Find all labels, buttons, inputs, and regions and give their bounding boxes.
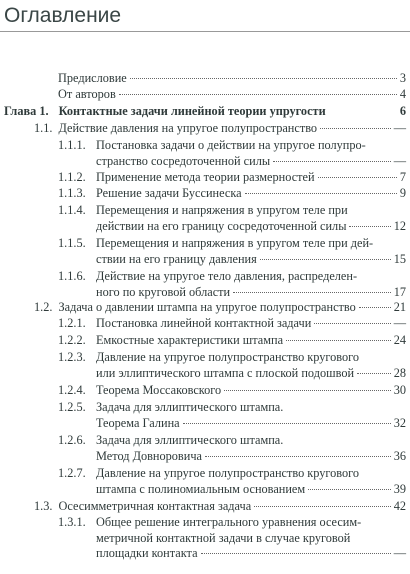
leader-dots: [260, 259, 391, 260]
toc-entry-1-3-1[interactable]: [58, 515, 406, 530]
toc-entry-1-1-5-cont: [96, 252, 406, 267]
toc-entry-1-2-7-cont: [96, 482, 406, 497]
entry-title-line-2: действии на его границу сосредоточенной силы: [96, 219, 347, 233]
entry-title: Применение метода теории размерностей: [96, 170, 315, 184]
entry-title-line-1: Действие на упругое тело давления, распределен-: [96, 269, 358, 283]
page-number: 28: [393, 366, 406, 380]
toc-entry-1-1-1[interactable]: [58, 138, 406, 153]
toc-entry-1-2-3-cont: [96, 366, 406, 381]
section-number: 1.2.: [34, 300, 53, 314]
section-number: 1.1.5.: [58, 236, 86, 250]
entry-title: Задача о давлении штампа на упругое полупространство: [58, 300, 356, 314]
page-number: 7: [399, 170, 406, 184]
entry-title-line-1: Задача для эллиптического штампа.: [96, 433, 284, 447]
toc-entry-1-3-1-cont: [96, 531, 406, 546]
leader-dots: [308, 489, 391, 490]
chapter-number: Глава 1.: [4, 104, 49, 118]
toc-entry-authors[interactable]: [58, 87, 406, 102]
page-title: Оглавление: [4, 4, 122, 27]
leader-dots: [357, 373, 391, 374]
entry-title-line-1: Общее решение интегрального уравнения осесим-: [96, 515, 362, 529]
entry-title-line-2: штампа с полиномиальным основанием: [96, 482, 306, 496]
page-number: 30: [393, 383, 406, 397]
title-rule: [0, 31, 410, 32]
toc-entry-1-1-6-cont: [96, 285, 406, 300]
toc-entry-1-1-6[interactable]: [58, 269, 406, 284]
page-number: 9: [399, 186, 406, 200]
toc-entry-1-3[interactable]: [34, 499, 406, 514]
toc-entry-1-2-3[interactable]: [58, 350, 406, 365]
toc-entry-1-2-6[interactable]: [58, 433, 406, 448]
page-number: 4: [399, 87, 406, 101]
entry-title: Постановка линейной контактной задачи: [96, 316, 312, 330]
section-number: 1.2.2.: [58, 333, 86, 347]
toc-entry-1-2-7[interactable]: [58, 466, 406, 481]
toc-entry-preface[interactable]: [58, 71, 406, 86]
page-number: 42: [393, 499, 406, 513]
entry-title-line-2: или эллиптического штампа с плоской подошвой: [96, 366, 355, 380]
leader-dots: [245, 193, 397, 194]
toc-entry-1-2-1[interactable]: [58, 316, 406, 331]
entry-title-line-3: площадки контакта: [96, 546, 198, 560]
leader-dots: [359, 307, 391, 308]
entry-title: Решение задачи Буссинеска: [96, 186, 242, 200]
entry-title-line-1: Давление на упругое полупространство кругового: [96, 466, 360, 480]
toc-entry-1-1-2[interactable]: [58, 170, 406, 185]
page-number: 12: [393, 219, 406, 233]
leader-dots: [130, 78, 397, 79]
leader-dots: [119, 94, 397, 95]
leader-dots: [286, 340, 391, 341]
entry-title-line-2: Теорема Галина: [96, 416, 180, 430]
entry-title: Емкостные характеристики штампа: [96, 333, 284, 347]
entry-title-line-2: Метод Довноровича: [96, 449, 202, 463]
section-number: 1.2.4.: [58, 383, 86, 397]
section-number: 1.2.1.: [58, 316, 86, 330]
toc-entry-1-2-5[interactable]: [58, 400, 406, 415]
toc-entry-1-1-3[interactable]: [58, 186, 406, 201]
entry-title-line-2: странство сосредоточенной силы: [96, 154, 271, 168]
entry-title: От авторов: [58, 87, 116, 101]
entry-title: Предисловие: [58, 71, 127, 85]
leader-dots: [201, 553, 391, 554]
section-number: 1.1.3.: [58, 186, 86, 200]
toc-entry-1-1-5[interactable]: [58, 236, 406, 251]
page-number: 6: [399, 104, 406, 118]
toc-entry-1-1-4[interactable]: [58, 203, 406, 218]
section-number: 1.2.5.: [58, 400, 86, 414]
leader-dots: [273, 161, 391, 162]
section-number: 1.3.: [34, 499, 53, 513]
section-number: 1.1.: [34, 121, 53, 135]
section-number: 1.2.6.: [58, 433, 86, 447]
page-number: —: [393, 546, 406, 560]
toc-entry-chapter-1[interactable]: [4, 104, 406, 119]
page-number: 15: [393, 252, 406, 266]
entry-title-line-2: ствии на его границу давления: [96, 252, 257, 266]
page-number: 39: [393, 482, 406, 496]
leader-dots: [205, 456, 391, 457]
section-number: 1.1.6.: [58, 269, 86, 283]
entry-title-line-1: Перемещения и напряжения в упругом теле при дей-: [96, 236, 374, 250]
entry-title-line-1: Давление на упругое полупространство кругового: [96, 350, 360, 364]
leader-dots: [183, 423, 391, 424]
entry-title: Теорема Моссаковского: [96, 383, 222, 397]
leader-dots: [320, 128, 391, 129]
entry-title-line-2: метричной контактной задачи в случае круговой: [96, 531, 351, 545]
page-number: 36: [393, 449, 406, 463]
section-number: 1.3.1.: [58, 515, 86, 529]
leader-dots: [233, 292, 391, 293]
leader-dots: [314, 323, 390, 324]
entry-title-line-2: ного по круговой области: [96, 285, 231, 299]
toc-entry-1-2-4[interactable]: [58, 383, 406, 398]
leader-dots: [254, 506, 391, 507]
section-number: 1.2.3.: [58, 350, 86, 364]
entry-title-line-1: Перемещения и напряжения в упругом теле при: [96, 203, 348, 217]
toc-entry-1-2-2[interactable]: [58, 333, 406, 348]
toc-entry-1-1-4-cont: [96, 219, 406, 234]
leader-dots: [318, 177, 397, 178]
toc-entry-1-2-5-cont: [96, 416, 406, 431]
page-number: 24: [393, 333, 406, 347]
entry-title: Контактные задачи линейной теории упругости: [58, 104, 326, 118]
page-number: 21: [393, 300, 406, 314]
toc-entry-1-2[interactable]: [34, 300, 406, 315]
page-number: 32: [393, 416, 406, 430]
leader-dots: [349, 226, 390, 227]
toc-entry-1-1-1-cont: [96, 154, 406, 169]
entry-title-line-1: Постановка задачи о действии на упругое полупро-: [96, 138, 366, 152]
page-number: —: [393, 316, 406, 330]
toc-entry-1-3-1-cont2: [96, 546, 406, 561]
leader-dots: [224, 390, 391, 391]
entry-title-line-1: Задача для эллиптического штампа.: [96, 400, 284, 414]
page-number: —: [393, 154, 406, 168]
section-number: 1.1.1.: [58, 138, 86, 152]
toc-entry-1-1[interactable]: [34, 121, 406, 136]
section-number: 1.2.7.: [58, 466, 86, 480]
page-number: 3: [399, 71, 406, 85]
section-number: 1.1.2.: [58, 170, 86, 184]
entry-title: Осесимметричная контактная задача: [58, 499, 252, 513]
entry-title: Действие давления на упругое полупространство: [58, 121, 318, 135]
toc-entry-1-2-6-cont: [96, 449, 406, 464]
section-number: 1.1.4.: [58, 203, 86, 217]
page-number: —: [393, 121, 406, 135]
page-number: 17: [393, 285, 406, 299]
